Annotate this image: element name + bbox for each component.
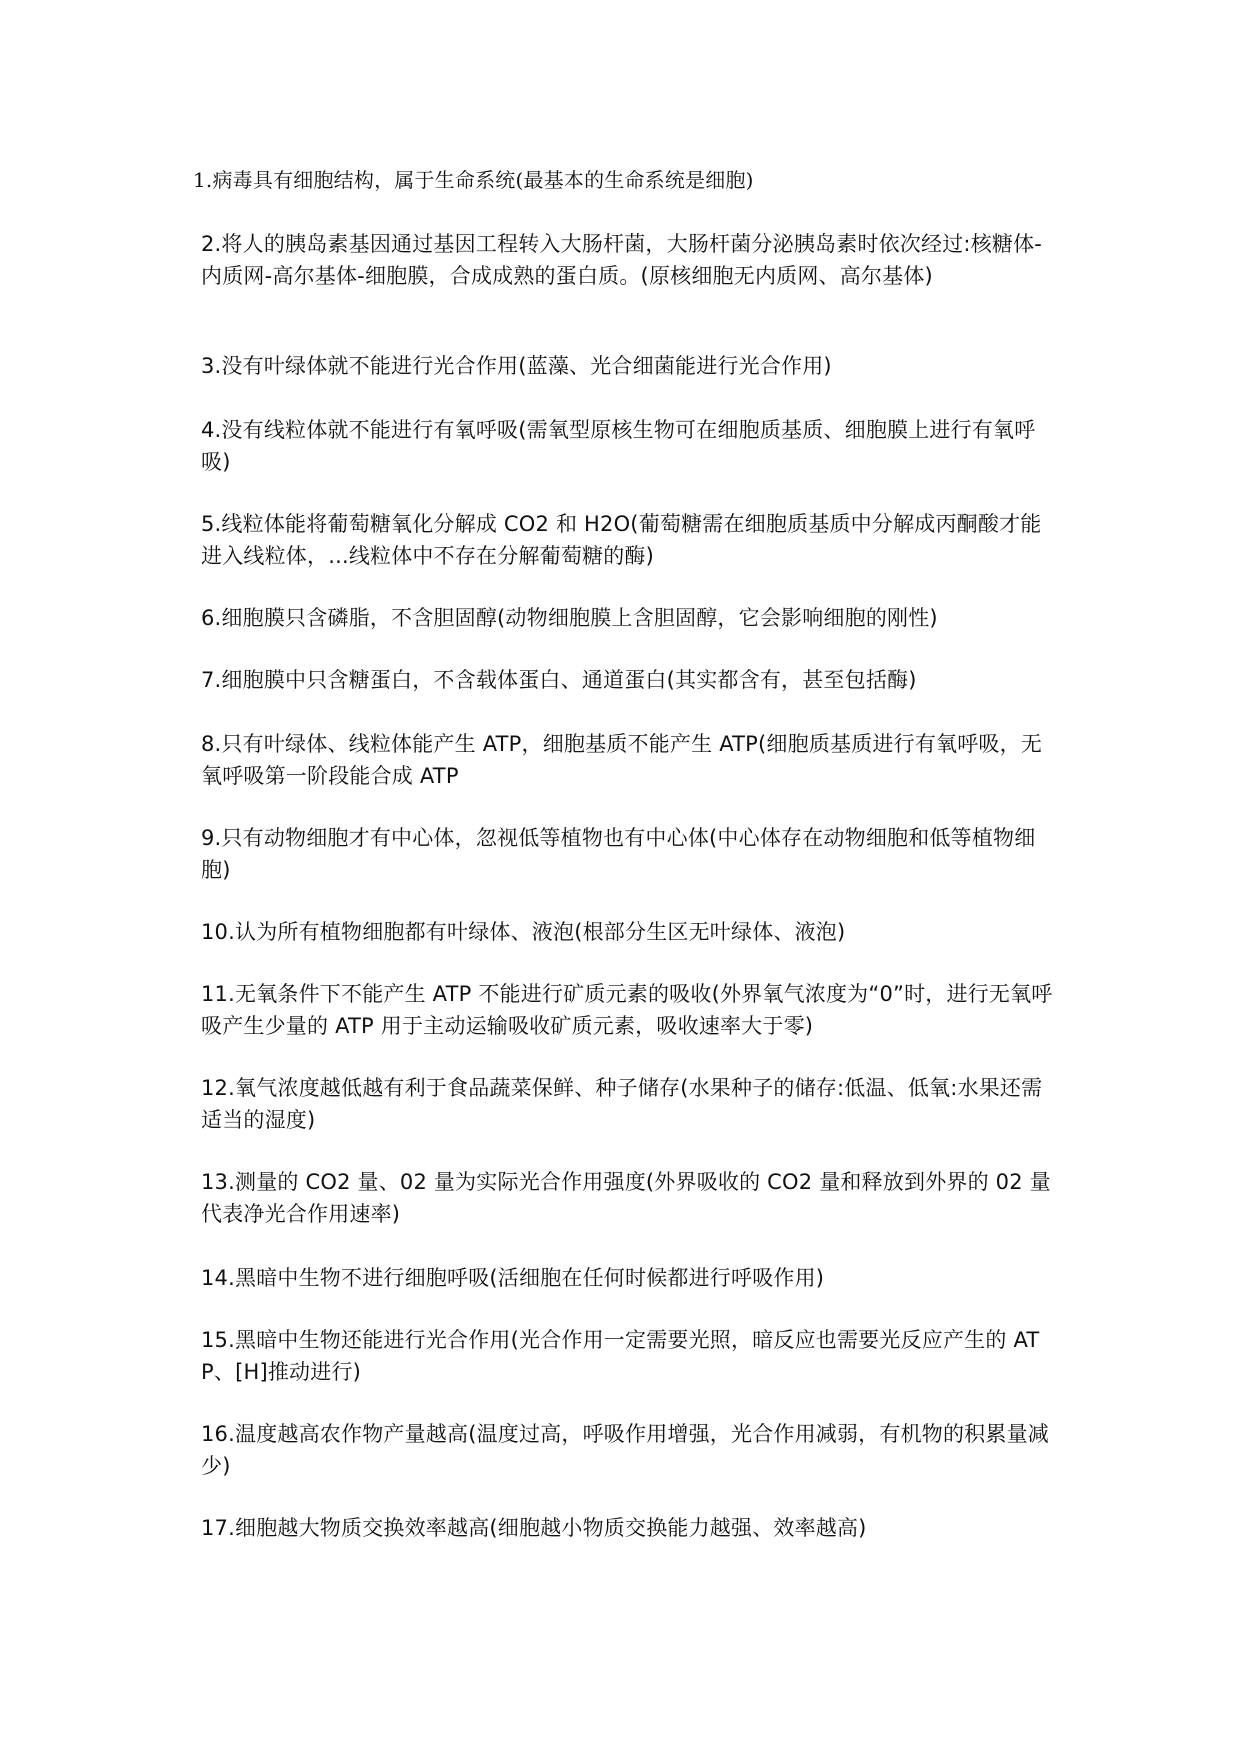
list-item-3: 3.没有叶绿体就不能进行光合作用(蓝藻、光合细菌能进行光合作用) bbox=[201, 354, 832, 378]
list-item-5: 5.线粒体能将葡萄糖氧化分解成 CO2 和 H2O(葡萄糖需在细胞质基质中分解成丙酮酸才能进入线粒体，...线粒体中不存在分解葡萄糖的酶) bbox=[201, 512, 1042, 568]
list-item-10: 10.认为所有植物细胞都有叶绿体、液泡(根部分生区无叶绿体、液泡) bbox=[201, 920, 846, 944]
list-item-12: 12.氧气浓度越低越有利于食品蔬菜保鲜、种子储存(水果种子的储存:低温、低氧:水果还需适当的湿度) bbox=[201, 1076, 1043, 1132]
list-item-13: 13.测量的 CO2 量、02 量为实际光合作用强度(外界吸收的 CO2 量和释放到外界的 02 量代表净光合作用速率) bbox=[201, 1170, 1051, 1226]
list-item-7: 7.细胞膜中只含糖蛋白，不含载体蛋白、通道蛋白(其实都含有，甚至包括酶) bbox=[201, 668, 917, 692]
list-item-8: 8.只有叶绿体、线粒体能产生 ATP，细胞基质不能产生 ATP(细胞质基质进行有氧呼吸，无氧呼吸第一阶段能合成 ATP bbox=[201, 732, 1043, 788]
list-item-17: 17.细胞越大物质交换效率越高(细胞越小物质交换能力越强、效率越高) bbox=[201, 1516, 867, 1540]
list-item-4: 4.没有线粒体就不能进行有氧呼吸(需氧型原核生物可在细胞质基质、细胞膜上进行有氧呼吸) bbox=[201, 418, 1036, 474]
list-item-1: 1.病毒具有细胞结构，属于生命系统(最基本的生命系统是细胞) bbox=[193, 168, 754, 192]
list-item-14: 14.黑暗中生物不进行细胞呼吸(活细胞在任何时候都进行呼吸作用) bbox=[201, 1266, 825, 1290]
list-item-9: 9.只有动物细胞才有中心体，忽视低等植物也有中心体(中心体存在动物细胞和低等植物细胞) bbox=[201, 826, 1036, 882]
list-item-6: 6.细胞膜只含磷脂，不含胆固醇(动物细胞膜上含胆固醇，它会影响细胞的刚性) bbox=[201, 606, 938, 630]
list-item-16: 16.温度越高农作物产量越高(温度过高，呼吸作用增强，光合作用减弱，有机物的积累量减少) bbox=[201, 1422, 1049, 1478]
list-item-15: 15.黑暗中生物还能进行光合作用(光合作用一定需要光照，暗反应也需要光反应产生的 ATP、[H]推动进行) bbox=[201, 1328, 1040, 1384]
list-item-2: 2.将人的胰岛素基因通过基因工程转入大肠杆菌，大肠杆菌分泌胰岛素时依次经过:核糖体-内质网-高尔基体-细胞膜，合成成熟的蛋白质。(原核细胞无内质网、高尔基体) bbox=[201, 232, 1043, 288]
list-item-11: 11.无氧条件下不能产生 ATP 不能进行矿质元素的吸收(外界氧气浓度为“0”时，进行无氧呼吸产生少量的 ATP 用于主动运输吸收矿质元素，吸收速率大于零) bbox=[201, 982, 1053, 1038]
